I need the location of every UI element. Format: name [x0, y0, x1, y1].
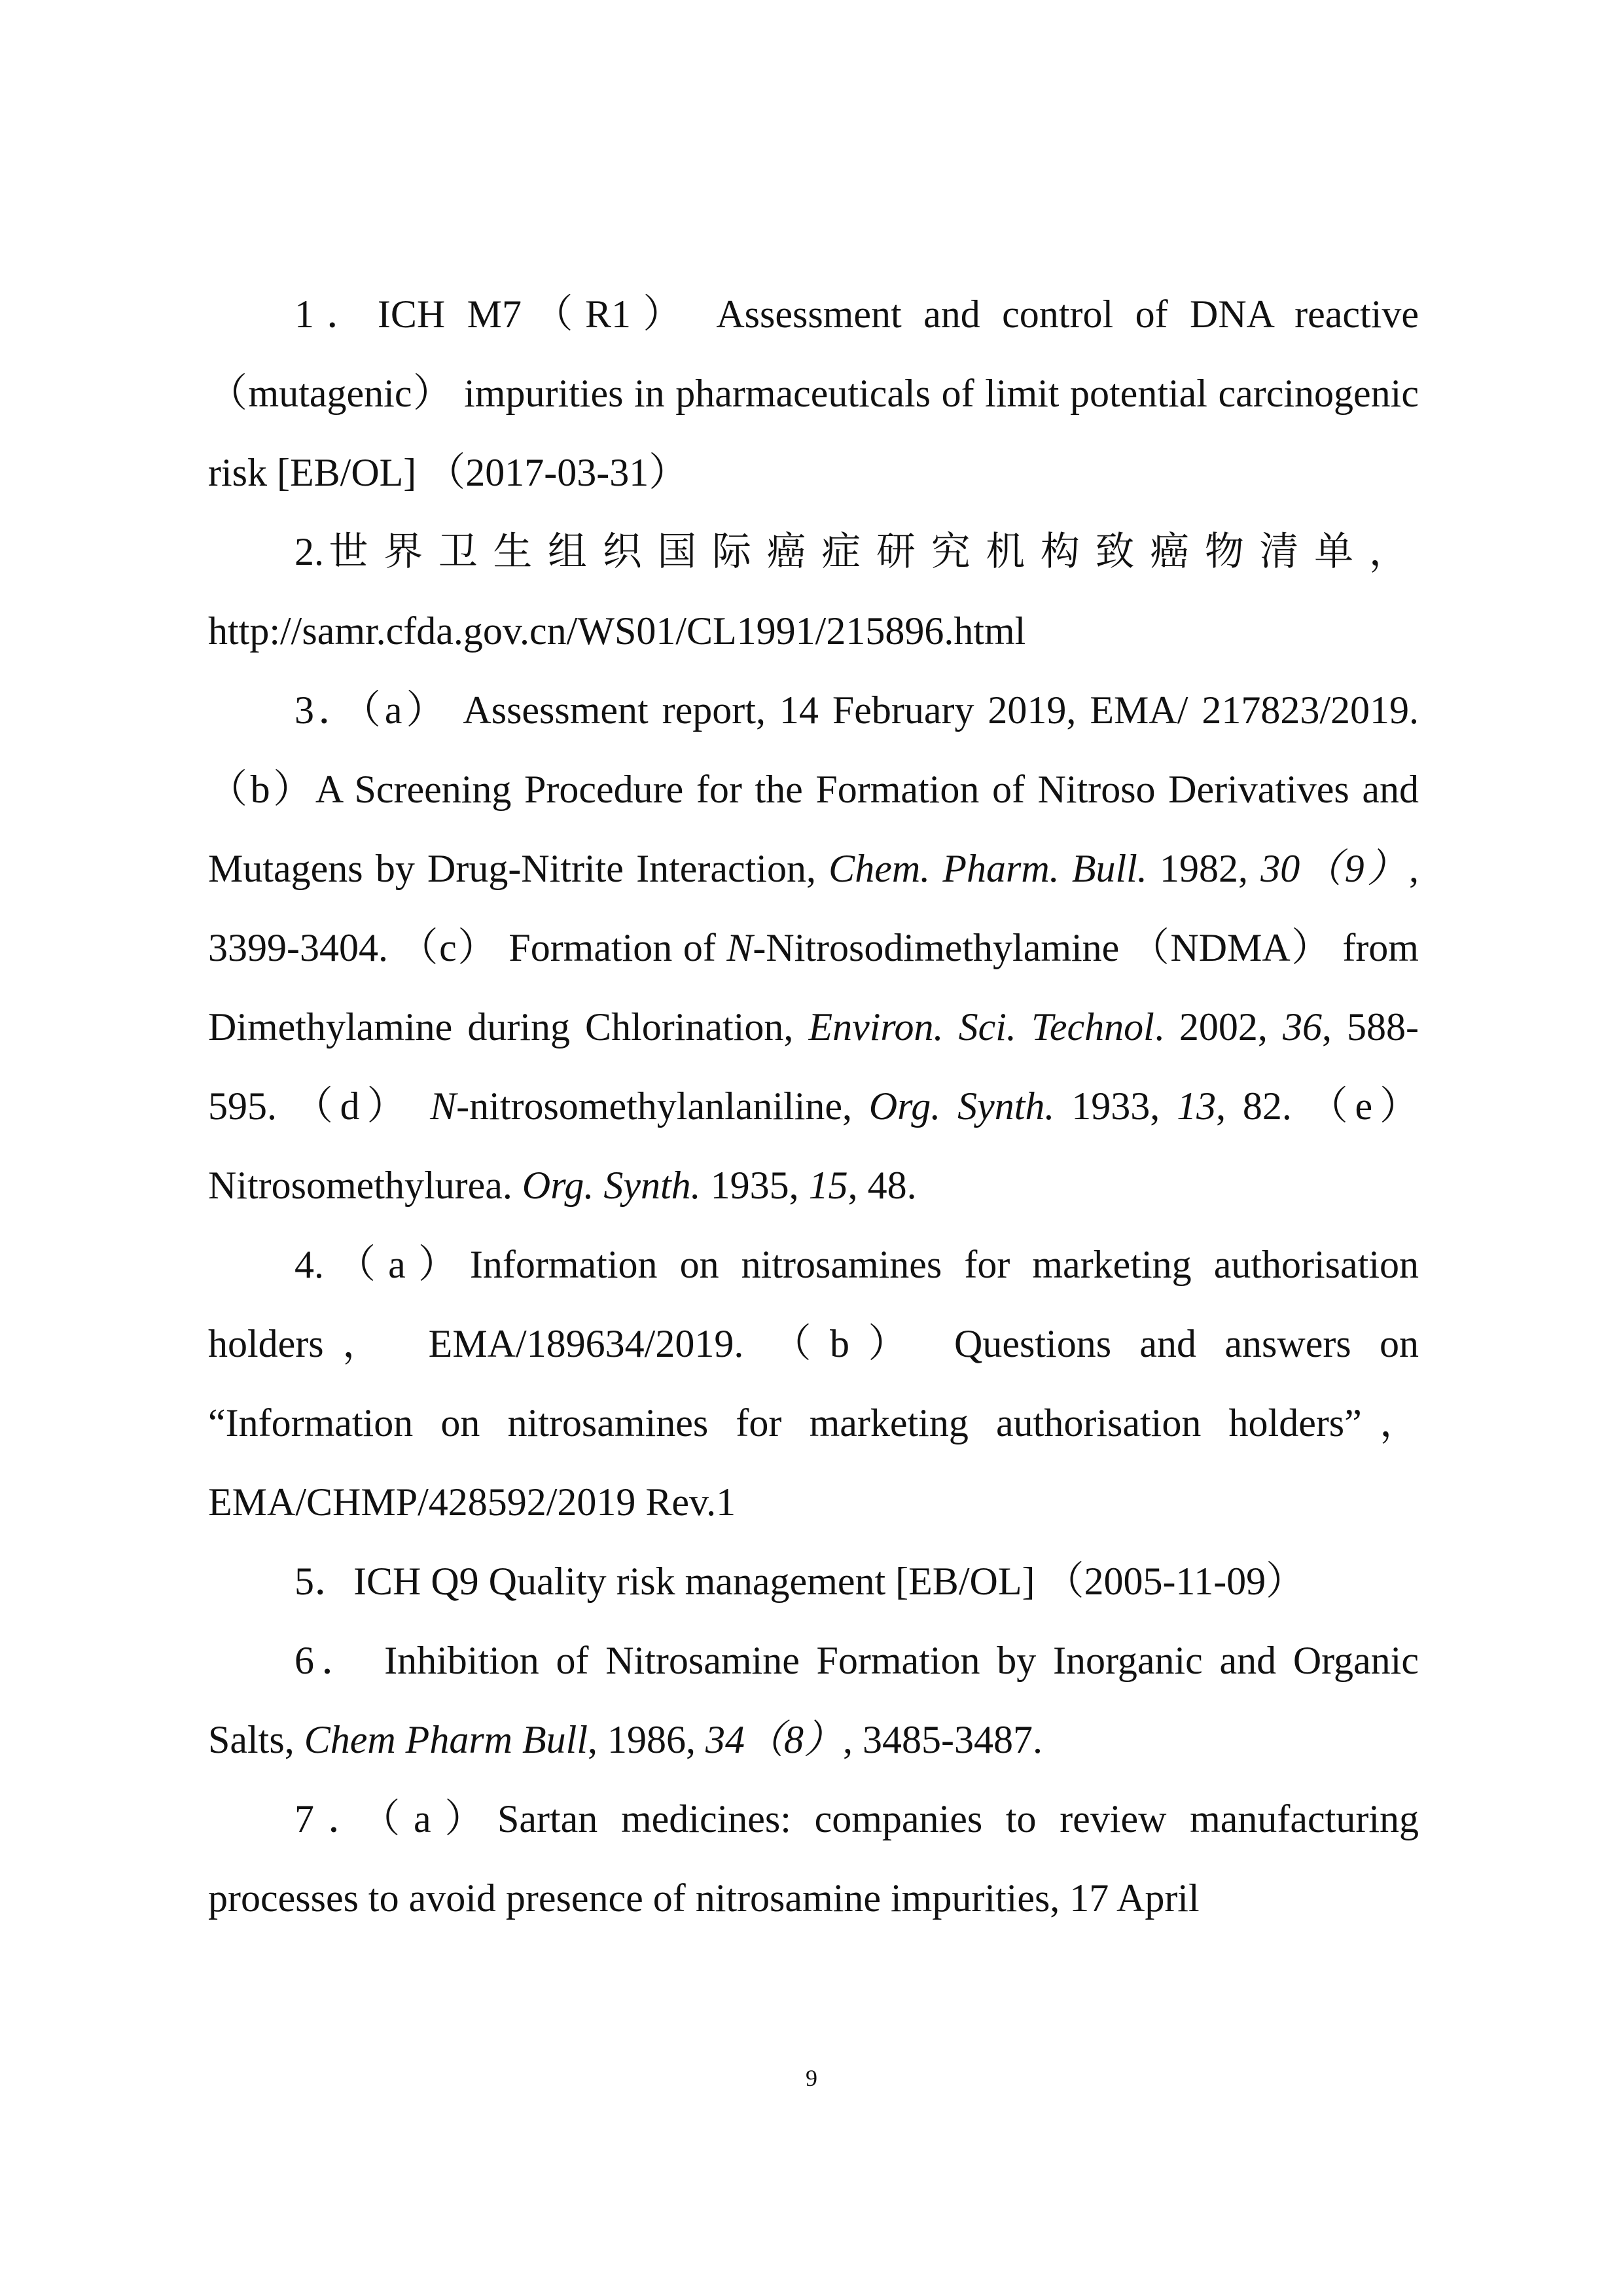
reference-3-e-journal: Org. Synth.	[522, 1164, 701, 1207]
reference-3-b-year: 1982,	[1147, 847, 1261, 890]
page-number: 9	[806, 2065, 817, 2091]
reference-7-text: 7．（a）Sartan medicines: companies to review manufacturing processes to avoid presence of nitrosamine impurities, 17 April	[208, 1797, 1419, 1920]
reference-3-d-pages: , 82. （e） Nitrosomethylurea.	[208, 1085, 1419, 1207]
reference-5-text: 5．ICH Q9 Quality risk management [EB/OL] （2005-11-09）	[294, 1560, 1306, 1603]
reference-3-e-volume: 15	[808, 1164, 848, 1207]
reference-list	[208, 275, 1419, 1938]
reference-3-c-year: . 2002,	[1154, 1005, 1283, 1049]
reference-5	[208, 1542, 1419, 1621]
reference-3-c-pages: , 588-595. （d）	[208, 1005, 1419, 1128]
reference-3-b-pages: , 3399-3404. （c） Formation of	[208, 847, 1419, 969]
reference-4-text: 4.（a）Information on nitrosamines for marketing authorisation holders， EMA/189634/2019. （b） Questions and answers on “Information on nitrosamines for marketing authorisation holders”， EMA/CHMP/428592/2019 Rev.1	[208, 1243, 1419, 1524]
reference-6	[208, 1621, 1419, 1780]
reference-1	[208, 275, 1419, 512]
reference-3-d-year: 1933,	[1054, 1085, 1177, 1128]
reference-6-pages: , 3485-3487.	[843, 1718, 1043, 1761]
reference-3	[208, 671, 1419, 1225]
reference-3-d-n: N	[430, 1085, 457, 1128]
reference-4	[208, 1225, 1419, 1542]
reference-3-d-volume: 13	[1177, 1085, 1217, 1128]
reference-2-number: 2.	[294, 530, 324, 573]
reference-3-c-volume: 36	[1282, 1005, 1322, 1049]
reference-2-chinese-title: 世界卫生组织国际癌症研究机构致癌物清单，	[324, 530, 1419, 573]
reference-3-part-a: 3．（a） Assessment report, 14 February 2019, EMA/ 217823/2019. （b）A Screening Procedure for the Formation of Nitroso Derivatives and Mutagens by Drug-Nitrite Interaction,	[208, 689, 1419, 890]
reference-6-title: 6． Inhibition of Nitrosamine Formation by Inorganic and Organic Salts,	[208, 1639, 1419, 1761]
reference-3-b-journal: Chem. Pharm. Bull.	[829, 847, 1147, 890]
reference-3-e-year: 1935,	[700, 1164, 809, 1207]
reference-7	[208, 1780, 1419, 1938]
reference-6-journal: Chem Pharm Bull	[304, 1718, 588, 1761]
reference-3-b-volume: 30（9）	[1260, 847, 1410, 890]
reference-6-year: , 1986,	[588, 1718, 706, 1761]
reference-3-d-title: -nitrosomethylanlaniline,	[456, 1085, 869, 1128]
reference-2-url: http://samr.cfda.gov.cn/WS01/CL1991/215896.html	[208, 609, 1026, 653]
reference-3-e-pages: , 48.	[847, 1164, 917, 1207]
reference-3-c-journal: Environ. Sci. Technol	[808, 1005, 1154, 1049]
reference-3-c-title: -Nitrosodimethylamine （NDMA） from Dimethylamine during Chlorination,	[208, 926, 1419, 1049]
reference-2	[208, 512, 1419, 671]
reference-6-volume: 34（8）	[705, 1718, 844, 1761]
reference-3-c-n: N	[726, 926, 753, 969]
reference-3-d-journal: Org. Synth.	[868, 1085, 1055, 1128]
reference-1-text: 1．ICH M7（R1） Assessment and control of DNA reactive （mutagenic） impurities in pharmaceuticals of limit potential carcinogenic risk [EB/OL] （2017-03-31）	[208, 293, 1419, 494]
